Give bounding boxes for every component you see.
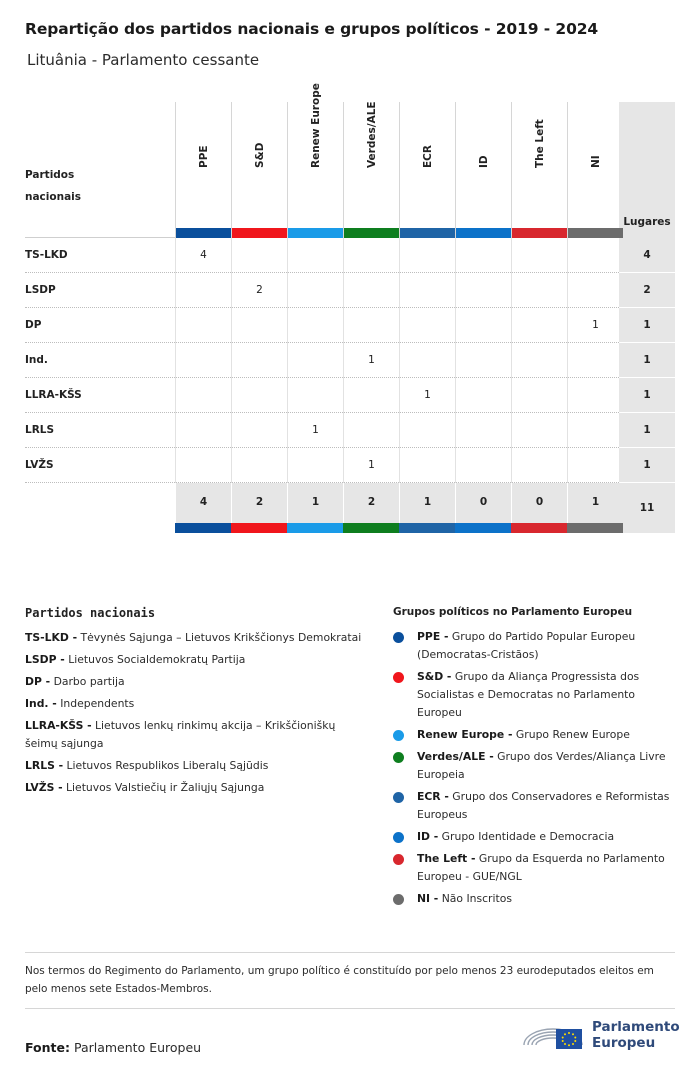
seat-count-cell: [399, 238, 455, 273]
legend-name: Tėvynės Sąjunga – Lietuvos Krikščionys Demokratai: [80, 631, 362, 644]
legend-name: Grupo da Esquerda no Parlamento Europeu - GUE/NGL: [417, 852, 665, 883]
legend-abbr: ECR -: [417, 790, 449, 803]
group-color-bar: [175, 523, 231, 533]
seat-count-cell: [343, 378, 399, 413]
group-color-bar: [456, 228, 511, 238]
group-color-dot-icon: [393, 632, 404, 643]
seat-count-cell: [343, 238, 399, 273]
seat-count-cell: 1: [343, 343, 399, 378]
seat-count-cell: [399, 273, 455, 308]
legend-abbr: ID -: [417, 830, 439, 843]
table-row: [25, 378, 675, 413]
group-color-bar: [567, 523, 623, 533]
legend-name: Lietuvos lenkų rinkimų akcija – Krikščioniškų šeimų sąjunga: [25, 719, 336, 750]
group-total-cell: 0: [511, 483, 567, 523]
group-total-cell: 1: [399, 483, 455, 523]
group-header-label: ID: [477, 155, 490, 168]
distribution-table: [25, 83, 675, 533]
seat-count-cell: [455, 343, 511, 378]
seat-count-cell: [175, 448, 231, 483]
party-seats-total: 1: [619, 308, 675, 343]
group-legend-item: [393, 788, 678, 824]
seat-count-cell: [231, 238, 287, 273]
group-color-bar: [400, 228, 455, 238]
legend-name: Grupo do Partido Popular Europeu (Democratas-Cristãos): [417, 630, 636, 661]
table-row: [25, 413, 675, 448]
seat-count-cell: [399, 308, 455, 343]
group-color-bar: [287, 523, 343, 533]
seat-count-cell: [399, 448, 455, 483]
seat-count-cell: [231, 308, 287, 343]
legend-name: Lietuvos Respublikos Liberalų Sąjūdis: [66, 759, 269, 772]
legend-abbr: Verdes/ALE -: [417, 750, 494, 763]
table-row: [25, 308, 675, 343]
legend-abbr: The Left -: [417, 852, 476, 865]
seat-count-cell: [567, 378, 623, 413]
group-color-bar: [343, 523, 399, 533]
legend-abbr: Renew Europe -: [417, 728, 513, 741]
national-parties-legend-title: Partidos nacionais: [25, 606, 156, 620]
seat-count-cell: [175, 308, 231, 343]
group-color-bar: [232, 228, 287, 238]
table-body: [25, 238, 675, 483]
source-value: Parlamento Europeu: [73, 1040, 202, 1055]
seats-header-label: Lugares: [623, 216, 671, 228]
group-total-cell: 1: [287, 483, 343, 523]
group-column-header: [343, 102, 399, 238]
seat-count-cell: [231, 343, 287, 378]
legend-abbr: S&D -: [417, 670, 452, 683]
legend-name: Lietuvos Socialdemokratų Partija: [68, 653, 246, 666]
seat-count-cell: [511, 448, 567, 483]
group-header-label: S&D: [253, 142, 266, 168]
group-color-bar: [176, 228, 231, 238]
party-seats-total: 1: [619, 448, 675, 483]
seat-count-cell: [455, 238, 511, 273]
group-total-cell: 4: [175, 483, 231, 523]
table-row: [25, 343, 675, 378]
national-party-legend-item: [25, 651, 370, 669]
group-color-dot-icon: [393, 672, 404, 683]
seat-count-cell: [511, 343, 567, 378]
group-total-cell: 2: [343, 483, 399, 523]
party-abbreviation: LVŽS: [25, 459, 54, 471]
seat-count-cell: [231, 378, 287, 413]
legend-name: Grupo dos Verdes/Aliança Livre Europeia: [417, 750, 666, 781]
party-seats-total: 1: [619, 413, 675, 448]
group-color-bar: [512, 228, 567, 238]
seat-count-cell: [287, 378, 343, 413]
table-header: [25, 83, 675, 238]
seat-count-cell: [175, 273, 231, 308]
totals-row: [25, 483, 675, 533]
group-color-bar: [399, 523, 455, 533]
row-header-label: Partidos nacionais: [25, 169, 82, 203]
seat-count-cell: [399, 413, 455, 448]
party-seats-total: 2: [619, 273, 675, 308]
seat-count-cell: [567, 448, 623, 483]
group-color-dot-icon: [393, 854, 404, 865]
group-legend-item: [393, 668, 678, 722]
legend-name: Grupo Renew Europe: [515, 728, 630, 741]
national-party-legend-item: [25, 673, 370, 691]
national-party-legend-item: [25, 717, 370, 753]
national-party-legend-item: [25, 779, 370, 797]
group-color-bar: [455, 523, 511, 533]
legend-abbr: LVŽS -: [25, 781, 63, 794]
seat-count-cell: [567, 413, 623, 448]
national-party-legend-item: [25, 757, 370, 775]
source-label: Fonte:: [25, 1040, 70, 1055]
seat-count-cell: [231, 413, 287, 448]
group-color-bar: [568, 228, 623, 238]
seat-count-cell: 1: [343, 448, 399, 483]
party-abbreviation: LRLS: [25, 424, 55, 436]
group-column-header: [567, 102, 623, 238]
legend-name: Grupo da Aliança Progressista dos Socialistas e Democratas no Parlamento Europeu: [417, 670, 640, 719]
group-legend-item: [393, 890, 678, 908]
source-line: [25, 1040, 201, 1055]
seat-count-cell: [287, 273, 343, 308]
seat-count-cell: [287, 448, 343, 483]
table-row: [25, 238, 675, 273]
group-color-bar: [231, 523, 287, 533]
seat-count-cell: [175, 343, 231, 378]
national-party-legend-item: [25, 629, 370, 647]
group-color-dot-icon: [393, 792, 404, 803]
group-header-label: Verdes/ALE: [365, 101, 378, 168]
group-column-header: [175, 102, 231, 238]
seat-count-cell: [287, 308, 343, 343]
seat-count-cell: [567, 238, 623, 273]
legend-name: Grupo Identidade e Democracia: [441, 830, 615, 843]
seat-count-cell: [455, 448, 511, 483]
seat-count-cell: [175, 378, 231, 413]
group-header-label: PPE: [197, 145, 210, 168]
group-legend-item: [393, 748, 678, 784]
group-legend-item: [393, 850, 678, 886]
group-color-bar: [288, 228, 343, 238]
party-abbreviation: Ind.: [25, 354, 48, 366]
legend-name: Não Inscritos: [441, 892, 512, 905]
national-parties-legend: [25, 606, 370, 801]
group-total-cell: 1: [567, 483, 623, 523]
seat-count-cell: [567, 273, 623, 308]
total-seats-cell: 11: [619, 483, 675, 533]
seat-count-cell: 1: [399, 378, 455, 413]
group-color-dot-icon: [393, 832, 404, 843]
seat-count-cell: 4: [175, 238, 231, 273]
group-column-header: [231, 102, 287, 238]
chart-title: Repartição dos partidos nacionais e grupos políticos - 2019 - 2024: [25, 20, 599, 38]
seat-count-cell: 1: [287, 413, 343, 448]
group-column-header: [455, 102, 511, 238]
group-color-bar: [511, 523, 567, 533]
group-color-bar: [344, 228, 399, 238]
legend-abbr: Ind. -: [25, 697, 57, 710]
seat-count-cell: [455, 378, 511, 413]
national-party-legend-item: [25, 695, 370, 713]
seat-count-cell: [343, 308, 399, 343]
group-color-dot-icon: [393, 730, 404, 741]
legend-name: Independents: [60, 697, 135, 710]
seat-count-cell: 2: [231, 273, 287, 308]
group-header-label: ECR: [421, 145, 434, 168]
table-row: [25, 448, 675, 483]
party-abbreviation: TS-LKD: [25, 249, 68, 261]
group-header-label: Renew Europe: [309, 83, 322, 168]
legend-name: Darbo partija: [53, 675, 125, 688]
seat-count-cell: [287, 343, 343, 378]
footnote: Nos termos do Regimento do Parlamento, um grupo político é constituído por pelo menos 23 eurodeputados eleitos em pelo menos sete Estados-Membros.: [25, 952, 675, 1009]
legend-abbr: PPE -: [417, 630, 449, 643]
seat-count-cell: 1: [567, 308, 623, 343]
seat-count-cell: [511, 273, 567, 308]
table-row: [25, 273, 675, 308]
group-legend-item: [393, 726, 678, 744]
group-header-label: The Left: [533, 119, 546, 168]
logo-line-1: Parlamento: [592, 1019, 680, 1035]
seat-count-cell: [455, 273, 511, 308]
seat-count-cell: [287, 238, 343, 273]
group-legend-item: [393, 628, 678, 664]
seat-count-cell: [343, 413, 399, 448]
group-column-header: [399, 102, 455, 238]
seat-count-cell: [399, 343, 455, 378]
legend-name: Grupo dos Conservadores e Reformistas Europeus: [417, 790, 670, 821]
seat-count-cell: [455, 413, 511, 448]
logo-wordmark: [592, 1019, 680, 1051]
chart-subtitle: Lituânia - Parlamento cessante: [27, 51, 260, 69]
group-column-header: [287, 83, 343, 238]
legend-abbr: LRLS -: [25, 759, 64, 772]
european-parliament-logo: [520, 1015, 680, 1055]
legend-abbr: LLRA-KŠS -: [25, 719, 92, 732]
seat-count-cell: [455, 308, 511, 343]
party-seats-total: 1: [619, 343, 675, 378]
parliament-emblem-icon: [520, 1015, 586, 1055]
party-abbreviation: LLRA-KŠS: [25, 389, 82, 401]
seat-count-cell: [511, 413, 567, 448]
seat-count-cell: [511, 238, 567, 273]
legend-name: Lietuvos Valstiečių ir Žaliųjų Sąjunga: [66, 781, 265, 794]
seats-header: [619, 102, 675, 238]
group-legend-item: [393, 828, 678, 846]
party-seats-total: 4: [619, 238, 675, 273]
seat-count-cell: [511, 378, 567, 413]
seat-count-cell: [231, 448, 287, 483]
party-abbreviation: LSDP: [25, 284, 56, 296]
seat-count-cell: [175, 413, 231, 448]
legend-abbr: LSDP -: [25, 653, 65, 666]
seat-count-cell: [511, 308, 567, 343]
logo-line-2: Europeu: [592, 1035, 656, 1051]
seat-count-cell: [567, 343, 623, 378]
political-groups-legend-title: Grupos políticos no Parlamento Europeu: [393, 606, 633, 618]
legend-abbr: DP -: [25, 675, 51, 688]
legend-abbr: TS-LKD -: [25, 631, 78, 644]
group-header-label: NI: [589, 155, 602, 168]
group-column-header: [511, 102, 567, 238]
party-abbreviation: DP: [25, 319, 42, 331]
group-color-dot-icon: [393, 752, 404, 763]
party-seats-total: 1: [619, 378, 675, 413]
group-total-cell: 0: [455, 483, 511, 523]
group-color-dot-icon: [393, 894, 404, 905]
political-groups-legend: [393, 606, 678, 912]
legend-abbr: NI -: [417, 892, 439, 905]
seat-count-cell: [343, 273, 399, 308]
group-total-cell: 2: [231, 483, 287, 523]
